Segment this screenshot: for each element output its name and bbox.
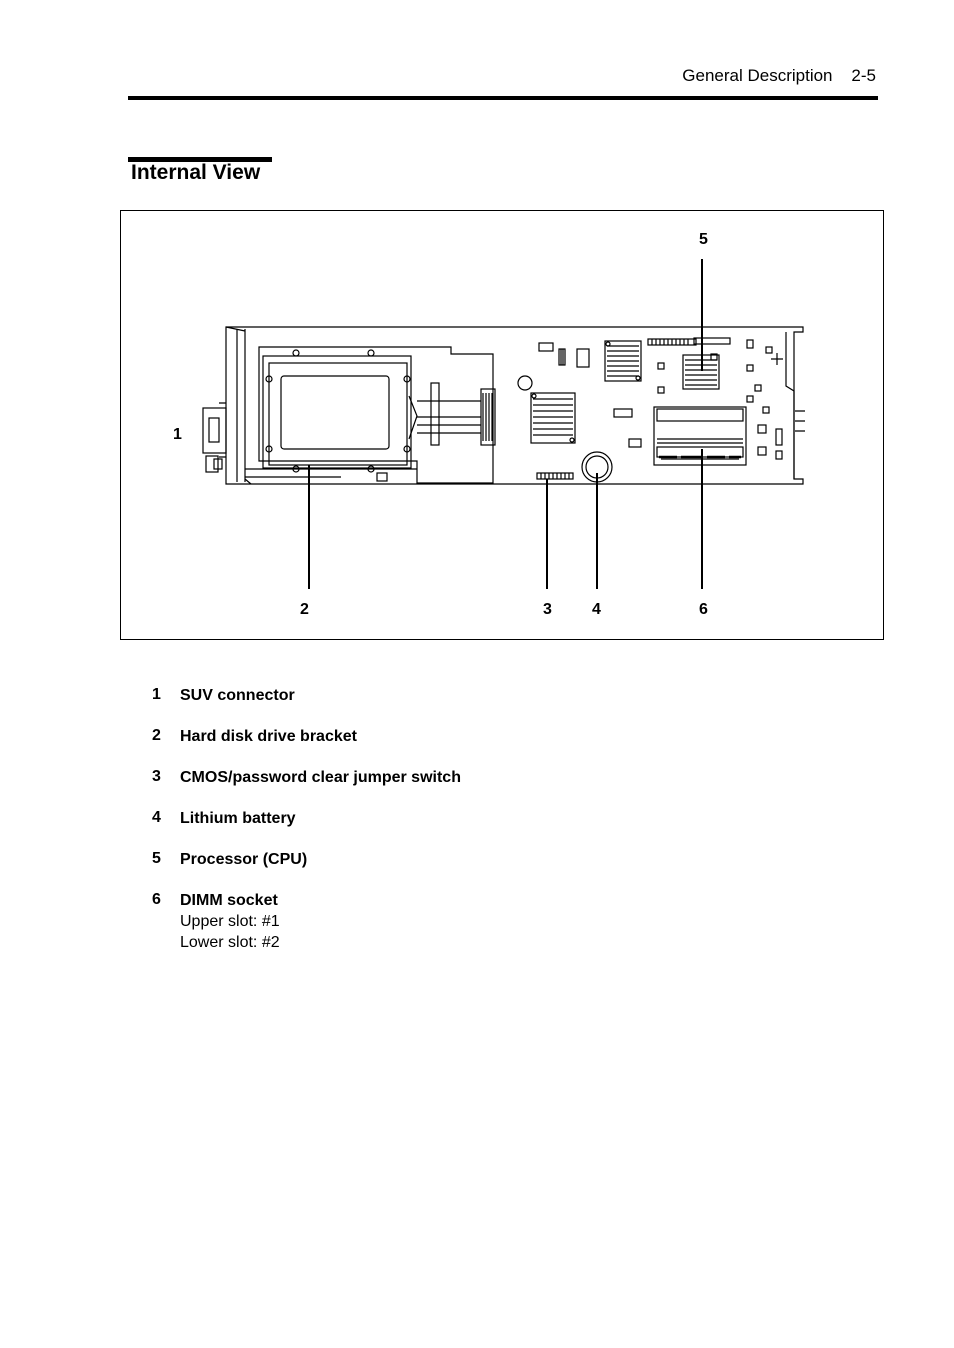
header-page-number: 2-5: [851, 66, 876, 85]
legend-item: [152, 891, 752, 953]
component-legend: [152, 686, 752, 974]
sata-cable: [417, 383, 495, 445]
callout-5: 5: [699, 231, 708, 248]
leader-lines: [309, 259, 702, 589]
legend-number: 5: [152, 850, 161, 867]
legend-label: Lithium battery: [180, 810, 296, 827]
legend-label: SUV connector: [180, 687, 295, 704]
callout-4: 4: [592, 601, 601, 618]
header-text: [682, 66, 876, 86]
legend-label: CMOS/password clear jumper switch: [180, 769, 461, 786]
legend-number: 3: [152, 768, 161, 785]
page-header: [128, 64, 878, 100]
legend-label: Processor (CPU): [180, 851, 308, 868]
suv-connector: [203, 403, 226, 472]
legend-sub-upper-slot: Upper slot: #1: [180, 913, 280, 930]
callout-6: 6: [699, 601, 708, 618]
header-rule: [128, 96, 878, 100]
legend-item: [152, 768, 752, 788]
cmos-jumper: [537, 473, 573, 479]
dimm-sockets: [654, 407, 746, 465]
legend-item: [152, 809, 752, 829]
legend-sub-lower-slot: Lower slot: #2: [180, 934, 280, 951]
callout-2: 2: [300, 601, 309, 618]
hdd-bracket: [245, 347, 493, 483]
legend-number: 1: [152, 686, 161, 703]
callout-1: 1: [173, 426, 182, 443]
legend-item: [152, 727, 752, 747]
section-title: Internal View: [131, 161, 261, 184]
internal-view-figure: [120, 210, 884, 640]
legend-label: DIMM socket: [180, 892, 278, 909]
legend-item: [152, 686, 752, 706]
heatsink-left: [531, 393, 575, 443]
legend-number: 2: [152, 727, 161, 744]
legend-number: 4: [152, 809, 161, 826]
legend-label: Hard disk drive bracket: [180, 728, 357, 745]
callout-3: 3: [543, 601, 552, 618]
header-title: General Description: [682, 66, 833, 85]
legend-item: [152, 850, 752, 870]
chipset-heatsink: [605, 341, 641, 381]
board-diagram: [121, 211, 885, 641]
legend-number: 6: [152, 891, 161, 908]
cpu: [648, 339, 719, 389]
